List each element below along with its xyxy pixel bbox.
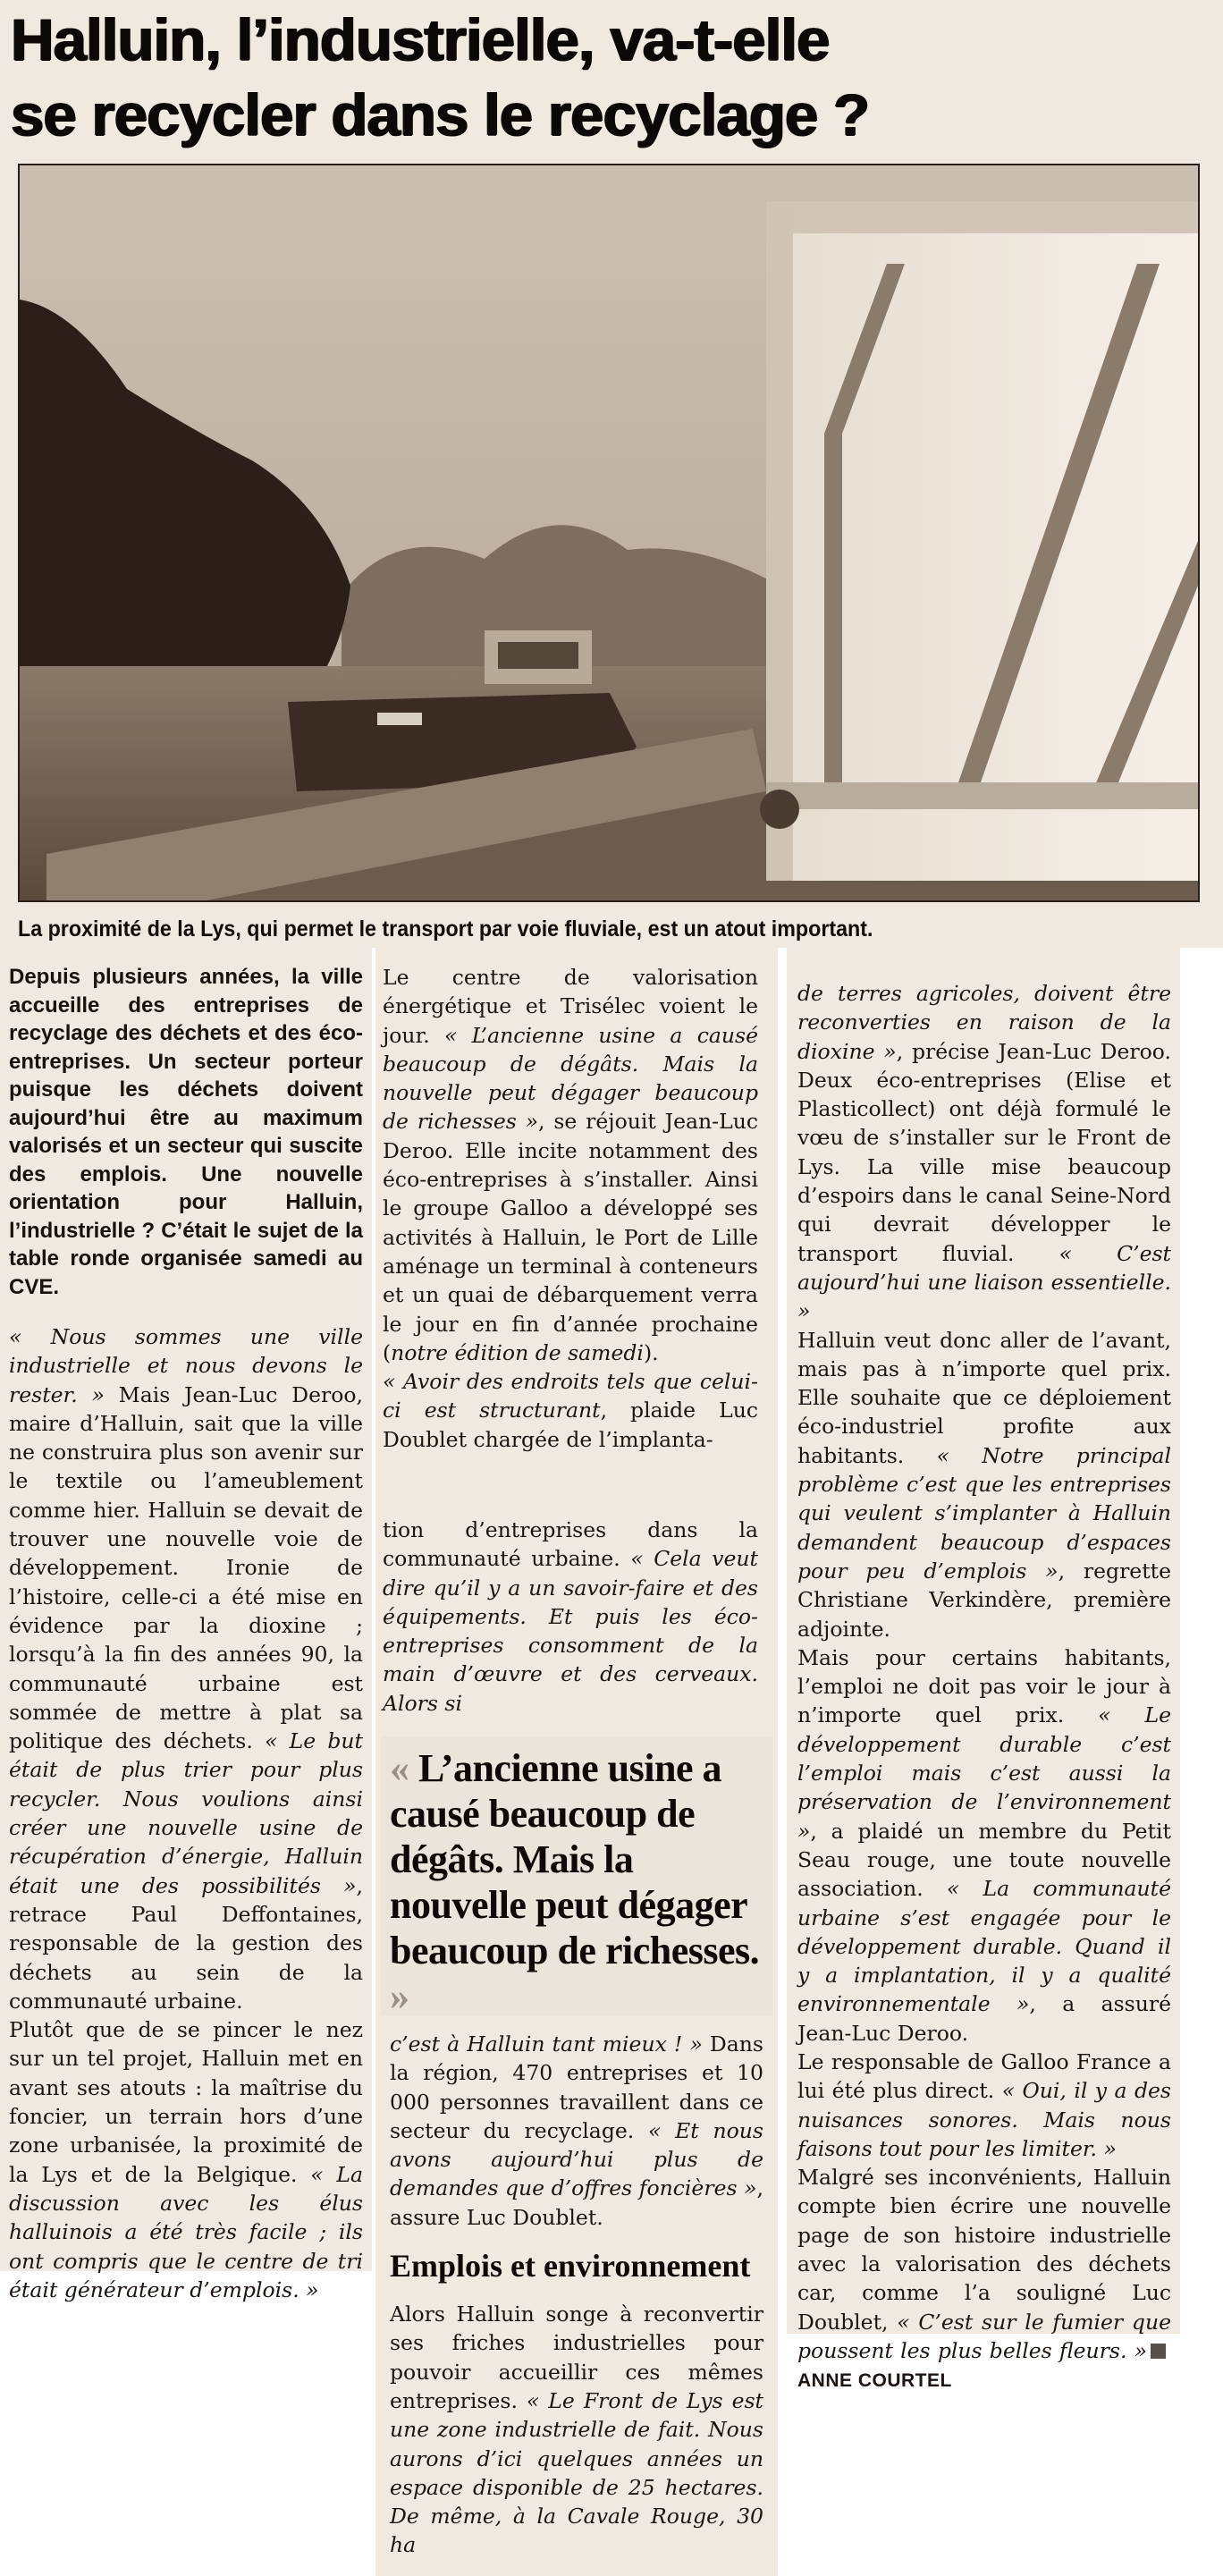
col3-paragraph-3 — [797, 1643, 1171, 2048]
quote: « C’est sur le fumier que poussent les plus belles fleurs. » — [797, 2309, 1171, 2363]
quote: « Notre principal problème c’est que les entreprises qui veulent s’implanter à Halluin demandent beaucoup d’espaces pour peu d’emplois » — [797, 1442, 1171, 1584]
text: , précise Jean-Luc Deroo. Deux éco-entreprises (Elise et Plasticollect) ont déjà formulé le vœu de s’installer sur le Front de Lys. La ville mise beaucoup d’espoirs dans le canal Seine-Nord qui devrait développer le transport fluvial. — [797, 1038, 1171, 1266]
text: Malgré ses inconvénients, Halluin compte bien écrire une nouvelle page de son histoire industrielle avec la valorisation des déchets car, comme l’a souligné Luc Doublet, — [797, 2165, 1171, 2335]
text: tion d’entreprises dans la communauté urbaine. — [383, 1517, 758, 1572]
col2-paragraph-2 — [383, 1367, 758, 1454]
author-signature: ANNE COURTEL — [797, 2370, 952, 2392]
quote: « Nous sommes une ville industrielle et nous devons le rester. » — [9, 1324, 363, 1407]
text: Alors Halluin songe à reconvertir ses friches industrielles pour pouvoir accueillir ces mêmes entreprises. — [390, 2302, 763, 2413]
headline — [11, 2, 1223, 152]
text: , retrace Paul Deffontaines, responsable de la gestion des déchets au sein de la communauté urbaine. — [9, 1872, 363, 2014]
text: , plaide Luc Doublet chargée de l’implanta- — [383, 1398, 758, 1452]
quote: « Oui, il y a des nuisances sonores. Mais nous faisons tout pour les limiter. » — [797, 2078, 1171, 2161]
column-2-middle — [383, 1516, 758, 1718]
text: ). — [643, 1339, 659, 1365]
column-2-top — [383, 963, 758, 1454]
text: , se réjouit Jean-Luc Deroo. Elle incite notamment des éco-entreprises à s’installer. Ainsi le groupe Galloo a développé ses activités à Halluin, le Port de Lille aménage un terminal à conteneurs et un quai de débarquement verra le jour en fin d’année prochaine ( — [383, 1109, 758, 1365]
lead-paragraph: Depuis plusieurs années, la ville accueille des entreprises de recyclage des déchets et des éco-entreprises. Un secteur porteur puisque les déchets doivent aujourd’hui être au maximum valorisés et un secteur qui suscite des emplois. Une nouvelle orientation pour Halluin, l’industrielle ? C’était le sujet de la table ronde organisée samedi au CVE. — [9, 965, 363, 1299]
open-quote-mark: « — [390, 1746, 409, 1790]
italic: notre édition de samedi — [391, 1339, 644, 1365]
pull-quote — [381, 1736, 772, 2018]
column-3 — [797, 979, 1171, 2396]
column-2-bottom — [390, 2030, 763, 2560]
text: Mais Jean-Luc Deroo, maire d’Halluin, sait que la ville ne construira plus son avenir sur le textile ou l’ameublement comme hier. Halluin se devait de trouver une nouvelle voie de développement. Ironie de l’histoire, celle-ci a été mise en évidence par la dioxine ; lorsqu’à la fin des années 90, la communauté urbaine est sommée de mettre à plat sa politique des déchets. — [9, 1381, 363, 1754]
col3-paragraph-2 — [797, 1326, 1171, 1643]
text: , a assuré Jean-Luc Deroo. — [797, 1991, 1171, 2046]
text: , assure Luc Doublet. — [390, 2175, 763, 2230]
quote: « La discussion avec les élus halluinois a été très facile ; ils ont compris que le centre de tri était générateur d’emplois. » — [9, 2161, 364, 2302]
quote: c’est à Halluin tant mieux ! » — [390, 2031, 703, 2057]
article-photo — [18, 164, 1200, 902]
col2-paragraph-4 — [390, 2030, 763, 2232]
quote: « Avoir des endroits tels que celui-ci est structurant — [383, 1369, 758, 1423]
col2-paragraph-5 — [390, 2300, 763, 2560]
col2-paragraph-1 — [383, 963, 758, 1367]
close-quote-mark: » — [390, 1974, 409, 2018]
quote: « Le développement durable c’est l’emploi mais c’est aussi la préservation de l’environnement » — [797, 1702, 1171, 1844]
column-1 — [9, 963, 363, 2304]
headline-line-1: Halluin, l’industrielle, va-t-elle — [11, 6, 830, 72]
text: Mais pour certains habitants, l’emploi ne doit pas voir le jour à n’importe quel prix. — [797, 1644, 1171, 1728]
quote: « Cela veut dire qu’il y a un savoir-faire et des équipements. Et puis les éco-entreprises consomment de la main d’œuvre et des cerveaux. Alors si — [383, 1546, 758, 1716]
text: , a plaidé un membre du Petit Seau rouge, une toute nouvelle association. — [797, 1818, 1171, 1902]
text: Dans la région, 470 entreprises et 10 000 personnes travaillent dans ce secteur du recyclage. — [390, 2031, 763, 2143]
text: Halluin veut donc aller de l’avant, mais pas à n’importe quel prix. Elle souhaite que ce déploiement éco-industriel profite aux habitants. — [797, 1327, 1171, 1468]
quote: « C’est aujourd’hui une liaison essentielle. » — [797, 1240, 1171, 1324]
headline-line-2: se recycler dans le recyclage ? — [11, 81, 870, 148]
quote: « La communauté urbaine s’est engagée pour le développement durable. Quand il y a implantation, il y a qualité environnementale » — [797, 1876, 1171, 2017]
river-barge-photo — [20, 165, 1198, 900]
section-subhead: Emplois et environnement — [390, 2248, 751, 2285]
pull-quote-text: L’ancienne usine a causé beaucoup de dégâts. Mais la nouvelle peut dégager beaucoup de richesses. — [390, 1746, 760, 1972]
text: , regrette Christiane Verkindère, première adjointe. — [797, 1558, 1172, 1642]
photo-caption: La proximité de la Lys, qui permet le transport par voie fluviale, est un atout important. — [18, 916, 873, 942]
quote: « Le but était de plus trier pour plus recycler. Nous voulions ainsi créer une nouvelle usine de récupération d’énergie, Halluin était une des possibilités » — [9, 1728, 364, 1898]
col3-paragraph-1 — [797, 979, 1171, 1326]
col3-paragraph-5 — [797, 2163, 1171, 2395]
container — [760, 201, 1198, 881]
quote: de terres agricoles, doivent être reconverties en raison de la dioxine » — [797, 981, 1171, 1064]
text: Le centre de valorisation énergétique et Trisélec voient le jour. — [383, 965, 758, 1048]
col2-paragraph-3 — [383, 1516, 758, 1718]
quote: « Et nous avons aujourd’hui plus de demandes que d’offres foncières » — [390, 2117, 763, 2201]
col3-paragraph-4 — [797, 2048, 1171, 2163]
quote: « L’ancienne usine a causé beaucoup de dégâts. Mais la nouvelle peut dégager beaucoup de richesses » — [383, 1022, 758, 1135]
col1-paragraph-2 — [9, 2015, 363, 2304]
text: Le responsable de Galloo France a lui été plus direct. — [797, 2048, 1171, 2104]
col1-paragraph-1 — [9, 1322, 363, 2015]
end-square-icon — [1151, 2344, 1166, 2359]
text: Plutôt que de se pincer le nez sur un tel projet, Halluin met en avant ses atouts : la maîtrise du foncier, un terrain hors d’une zone urbanisée, la proximité de la Lys et de la Belgique. — [9, 2017, 363, 2187]
quote: « Le Front de Lys est une zone industrielle de fait. Nous aurons d’ici quelques années un espace disponible de 25 hectares. De même, à la Cavale Rouge, 30 ha — [390, 2387, 763, 2558]
